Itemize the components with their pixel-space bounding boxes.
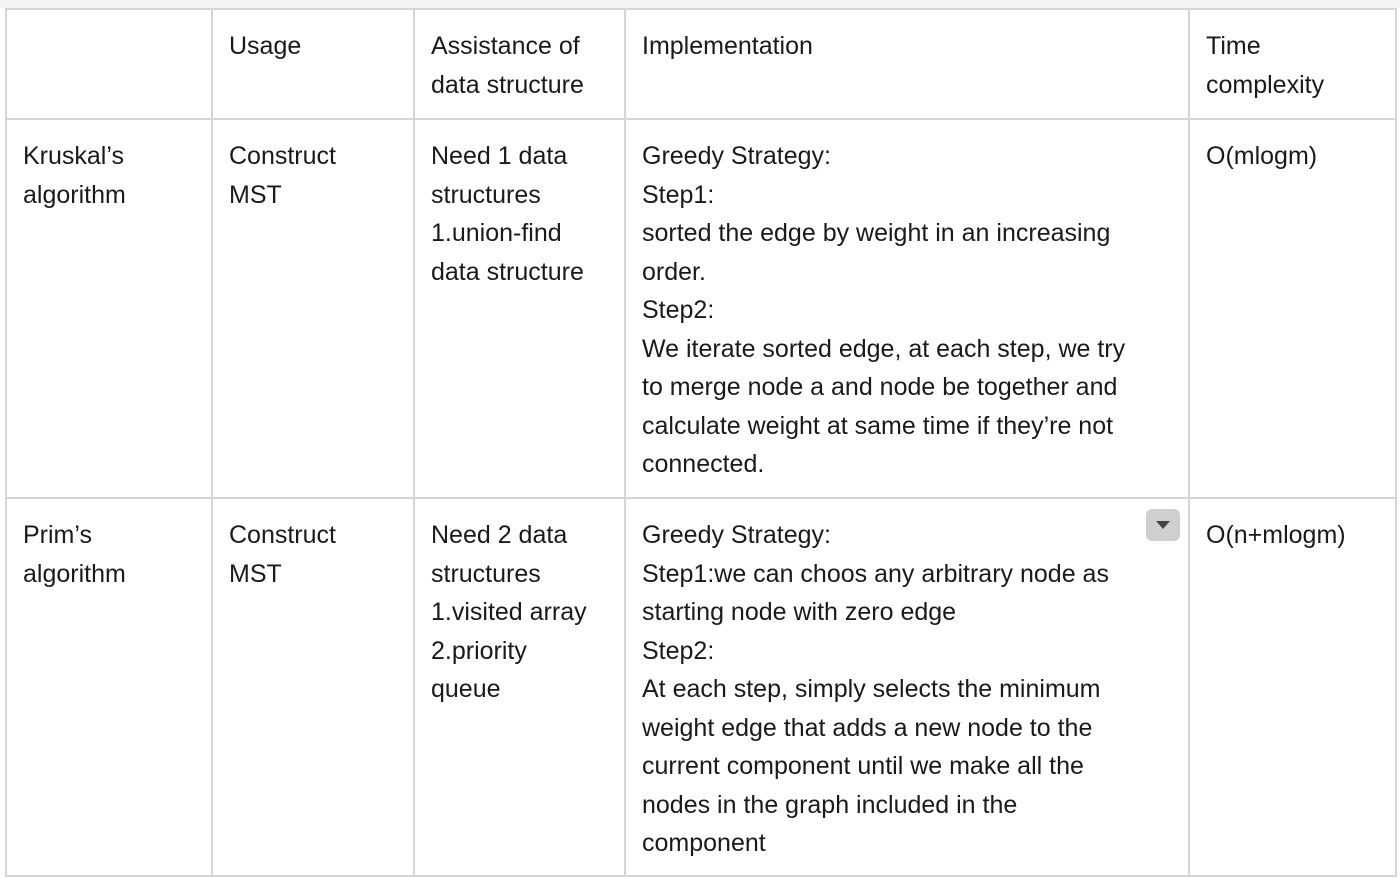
implementation-line: Step2: <box>642 296 715 324</box>
top-strip <box>0 0 1400 8</box>
header-assistance-line-2: data structure <box>431 70 584 99</box>
header-blank-cell <box>6 9 212 119</box>
assistance-line: 2.priority <box>431 636 527 665</box>
implementation-line: weight edge that adds a new node to the <box>642 713 1093 742</box>
header-implementation <box>625 9 1189 119</box>
algorithm-name-line: Prim’s <box>23 521 92 549</box>
comparison-table <box>5 8 1397 877</box>
header-implementation-text: Implementation <box>642 32 813 60</box>
header-row <box>6 9 1396 119</box>
algorithm-name-cell <box>6 498 212 876</box>
assistance-line: structures <box>431 559 541 588</box>
usage-line: MST <box>229 559 282 588</box>
implementation-line: current component until we make all the <box>642 752 1084 780</box>
cell-options-dropdown-button[interactable] <box>1146 509 1180 541</box>
time-complexity-cell <box>1189 119 1396 498</box>
implementation-line: connected. <box>642 450 765 478</box>
implementation-line: sorted the edge by weight in an increasing <box>642 219 1111 247</box>
algorithm-name-cell <box>6 119 212 498</box>
table-row-kruskal <box>6 119 1396 498</box>
header-usage-text: Usage <box>229 32 302 60</box>
assistance-line: queue <box>431 675 501 703</box>
header-time-complexity <box>1189 9 1396 119</box>
implementation-line: At each step, simply selects the minimum <box>642 675 1101 703</box>
algorithm-name-line: algorithm <box>23 559 126 588</box>
usage-cell <box>212 498 414 876</box>
implementation-line: Step1:we can choos any arbitrary node as <box>642 559 1109 588</box>
assistance-cell <box>414 119 625 498</box>
table-row-prim <box>6 498 1396 876</box>
header-time-line-1: Time <box>1206 32 1261 60</box>
assistance-line: Need 2 data <box>431 521 568 549</box>
implementation-line: Greedy Strategy: <box>642 521 831 549</box>
time-complexity-cell <box>1189 498 1396 876</box>
algorithm-name-line: algorithm <box>23 180 126 209</box>
implementation-line: Step2: <box>642 636 715 665</box>
header-usage <box>212 9 414 119</box>
assistance-line: data structure <box>431 257 584 286</box>
implementation-line: calculate weight at same time if they’re not <box>642 411 1114 440</box>
usage-line: Construct <box>229 142 336 170</box>
assistance-line: 1.union-find <box>431 219 562 247</box>
time-complexity-value: O(n+mlogm) <box>1206 521 1346 549</box>
usage-line: Construct <box>229 521 336 549</box>
algorithm-name-line: Kruskal’s <box>23 142 124 170</box>
assistance-line: structures <box>431 180 541 209</box>
implementation-line: component <box>642 829 766 857</box>
implementation-line: starting node with zero edge <box>642 598 957 626</box>
implementation-line: Step1: <box>642 180 715 209</box>
implementation-cell <box>625 119 1189 498</box>
implementation-line: nodes in the graph included in the <box>642 790 1018 819</box>
assistance-cell <box>414 498 625 876</box>
implementation-line: order. <box>642 257 706 286</box>
header-time-line-2: complexity <box>1206 70 1325 99</box>
implementation-line: Greedy Strategy: <box>642 142 831 170</box>
chevron-down-icon <box>1156 521 1170 529</box>
header-assistance-line-1: Assistance of <box>431 32 580 60</box>
implementation-line: to merge node a and node be together and <box>642 373 1118 401</box>
assistance-line: 1.visited array <box>431 598 587 626</box>
usage-line: MST <box>229 180 282 209</box>
assistance-line: Need 1 data <box>431 142 568 170</box>
implementation-line: We iterate sorted edge, at each step, we try <box>642 334 1126 363</box>
usage-cell <box>212 119 414 498</box>
implementation-cell <box>625 498 1189 876</box>
time-complexity-value: O(mlogm) <box>1206 142 1318 170</box>
header-assistance <box>414 9 625 119</box>
